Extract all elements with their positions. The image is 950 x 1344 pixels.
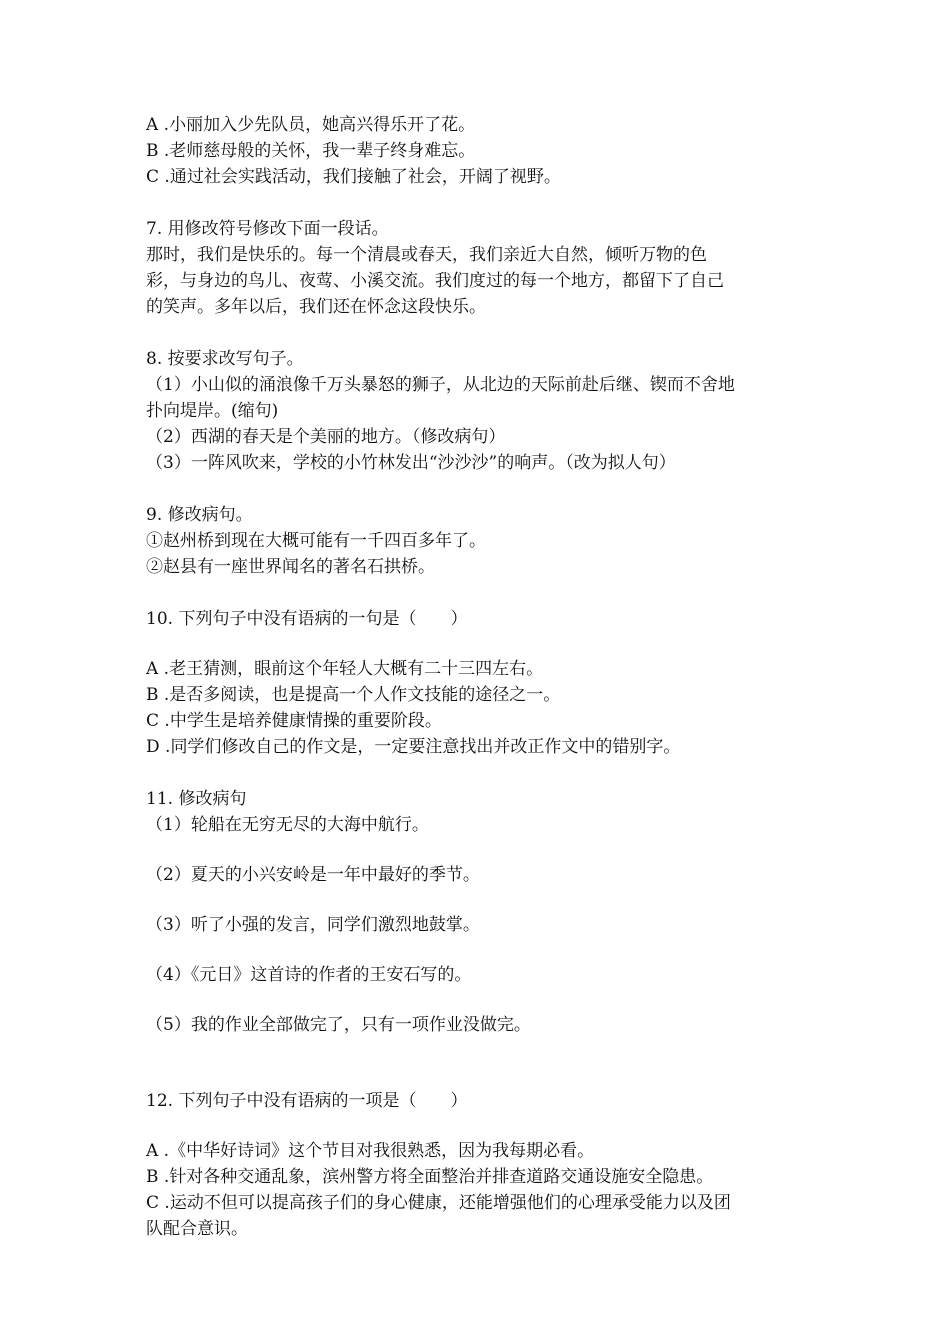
question-12 bbox=[146, 1088, 816, 1242]
sub-item: （5）我的作业全部做完了，只有一项作业没做完。 bbox=[146, 1015, 531, 1035]
question-10 bbox=[146, 606, 816, 760]
option-c: C .中学生是培养健康情操的重要阶段。 bbox=[146, 711, 442, 731]
sub-item: ①赵州桥到现在大概可能有一千四百多年了。 bbox=[146, 531, 486, 551]
sub-item: （3）一阵风吹来，学校的小竹林发出“沙沙沙”的响声。（改为拟人句） bbox=[146, 453, 676, 473]
question-title: 7. 用修改符号修改下面一段话。 bbox=[146, 219, 389, 239]
question-title: 11. 修改病句 bbox=[146, 789, 247, 809]
option-c: C .运动不但可以提高孩子们的身心健康，还能增强他们的心理承受能力以及团 bbox=[146, 1193, 731, 1213]
option-a: A .老王猜测，眼前这个年轻人大概有二十三四左右。 bbox=[146, 659, 544, 679]
paragraph-line: 彩，与身边的鸟儿、夜莺、小溪交流。我们度过的每一个地方，都留下了自己 bbox=[146, 271, 724, 291]
option-d: D .同学们修改自己的作文是，一定要注意找出并改正作文中的错别字。 bbox=[146, 737, 681, 757]
sub-item: （4）《元日》这首诗的作者的王安石写的。 bbox=[146, 965, 472, 985]
sub-item: （2）西湖的春天是个美丽的地方。（修改病句） bbox=[146, 427, 506, 447]
option-b: B .是否多阅读，也是提高一个人作文技能的途径之一。 bbox=[146, 685, 561, 705]
option-a: A .小丽加入少先队员，她高兴得乐开了花。 bbox=[146, 115, 476, 135]
question-9 bbox=[146, 502, 816, 580]
document-page bbox=[146, 112, 816, 1242]
option-b: B .针对各种交通乱象，滨州警方将全面整治并排查道路交通设施安全隐患。 bbox=[146, 1167, 714, 1187]
option-b: B .老师慈母般的关怀，我一辈子终身难忘。 bbox=[146, 141, 476, 161]
sub-item: ②赵县有一座世界闻名的著名石拱桥。 bbox=[146, 557, 435, 577]
question-title: 9. 修改病句。 bbox=[146, 505, 253, 525]
sub-item: （1）轮船在无穷无尽的大海中航行。 bbox=[146, 815, 429, 835]
question-8 bbox=[146, 346, 816, 476]
paragraph-line: 的笑声。多年以后，我们还在怀念这段快乐。 bbox=[146, 297, 486, 317]
question-title: 10. 下列句子中没有语病的一句是（ ） bbox=[146, 609, 468, 629]
option-c-continued: 队配合意识。 bbox=[146, 1219, 248, 1239]
sub-item: （3）听了小强的发言，同学们激烈地鼓掌。 bbox=[146, 915, 480, 935]
option-a: A .《中华好诗词》这个节目对我很熟悉，因为我每期必看。 bbox=[146, 1141, 595, 1161]
sub-item: （1）小山似的涌浪像千万头暴怒的狮子，从北边的天际前赴后继、锲而不舍地 bbox=[146, 375, 735, 395]
sub-item: 扑向堤岸。(缩句) bbox=[146, 401, 279, 421]
sub-item: （2）夏天的小兴安岭是一年中最好的季节。 bbox=[146, 865, 480, 885]
top-options bbox=[146, 112, 816, 190]
question-7 bbox=[146, 216, 816, 320]
question-title: 8. 按要求改写句子。 bbox=[146, 349, 304, 369]
question-11 bbox=[146, 786, 816, 1038]
paragraph-line: 那时，我们是快乐的。每一个清晨或春天，我们亲近大自然，倾听万物的色 bbox=[146, 245, 707, 265]
question-title: 12. 下列句子中没有语病的一项是（ ） bbox=[146, 1091, 468, 1111]
option-c: C .通过社会实践活动，我们接触了社会，开阔了视野。 bbox=[146, 167, 561, 187]
